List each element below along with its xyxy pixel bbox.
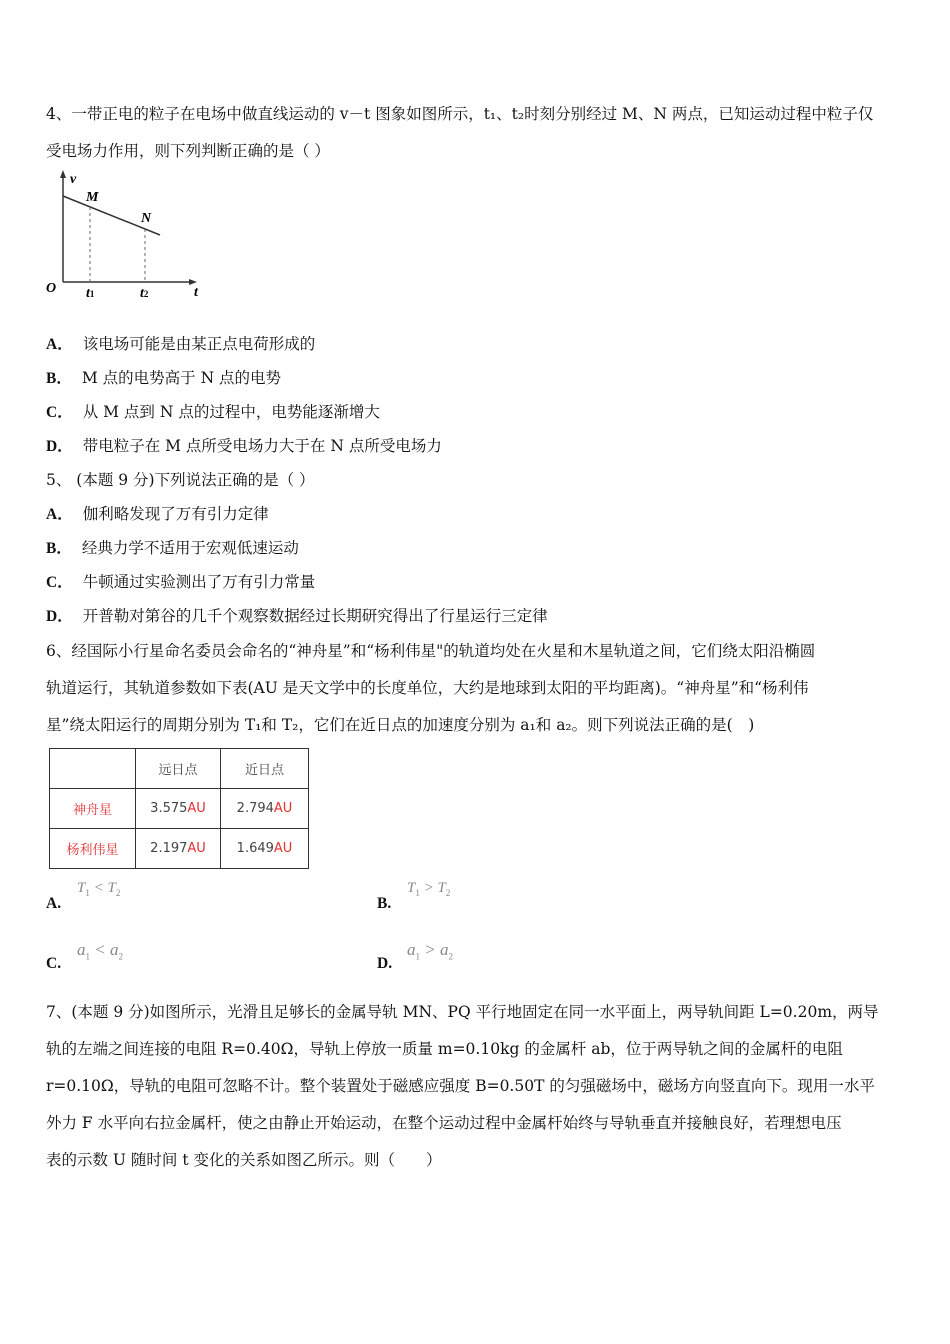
q5-option-c: C． 牛顿通过实验测出了万有引力常量 [46,573,316,591]
n-label: N [141,211,152,226]
q4-line-1: 4、一带正电的粒子在电场中做直线运动的 v－t 图象如图所示，t₁、t₂时刻分别经过 M、N 两点，已知运动过程中粒子仅 [46,105,874,123]
q7-line-2: 轨的左端之间连接的电阻 R=0.40Ω，导轨上停放一质量 m=0.10kg 的金属杆 ab，位于两导轨之间的金属杆的电阻 [46,1040,843,1058]
vt-graph [40,165,220,305]
q6-line-2: 轨道运行，其轨道参数如下表(AU 是天文学中的长度单位，大约是地球到太阳的平均距离)。“神舟星”和“杨利伟 [46,679,809,697]
q6-option-a-formula: $T_1 < T_2$ [77,880,121,898]
q7-line-1: 7、(本题 9 分)如图所示，光滑且足够长的金属导轨 MN、PQ 平行地固定在同一水平面上，两导轨间距 L=0.20m，两导 [46,1003,879,1021]
m-label: M [86,190,99,205]
v-label: v [70,172,77,187]
header-aphelion: 远日点 [136,749,221,789]
q5-option-b: B． 经典力学不适用于宏观低速运动 [46,539,299,557]
t1-label: t1 [86,286,95,301]
q6-option-d-formula: $a_1 > a_2$ [407,940,453,962]
table-row: 神舟星 3.575AU 2.794AU [50,789,309,829]
v-axis-arrow [60,170,66,178]
q6-option-d-key: D. [377,955,393,972]
q4-line-2: 受电场力作用，则下列判断正确的是（ ） [46,142,330,160]
q4-option-c: C． 从 M 点到 N 点的过程中，电势能逐渐增大 [46,403,380,421]
t-label: t [194,285,198,300]
q6-option-b-formula: $T_1 > T_2$ [407,880,451,898]
origin-label: O [46,281,57,296]
q7-line-4: 外力 F 水平向右拉金属杆，使之由静止开始运动，在整个运动过程中金属杆始终与导轨垂直并接触良好，若理想电压 [46,1114,842,1132]
orbit-table [49,748,309,869]
q6-option-a-key: A. [46,895,62,912]
q4-option-b: B． M 点的电势高于 N 点的电势 [46,369,282,387]
q5-option-d: D． 开普勒对第谷的几千个观察数据经过长期研究得出了行星运行三定律 [46,607,548,625]
table-row: 杨利伟星 2.197AU 1.649AU [50,829,309,869]
q5-option-a: A． 伽利略发现了万有引力定律 [46,505,269,523]
header-perihelion: 近日点 [221,749,309,789]
q6-line-3: 星”绕太阳运行的周期分别为 T₁和 T₂，它们在近日点的加速度分别为 a₁和 a₂。则下列说法正确的是( ) [46,716,755,734]
q6-option-b-key: B. [377,895,392,912]
q6-option-c-formula: $a_1 < a_2$ [77,940,123,962]
q6-option-c-key: C. [46,955,62,972]
t2-label: t2 [140,286,149,301]
q6-line-1: 6、经国际小行星命名委员会命名的“神舟星”和“杨利伟星"的轨道均处在火星和木星轨道之间，它们绕太阳沿椭圆 [46,642,816,660]
q7-line-3: r=0.10Ω，导轨的电阻可忽略不计。整个装置处于磁感应强度 B=0.50T 的匀强磁场中，磁场方向竖直向下。现用一水平 [46,1077,875,1095]
table-header-row [50,749,309,789]
q4-option-d: D． 带电粒子在 M 点所受电场力大于在 N 点所受电场力 [46,437,442,455]
q4-option-a: A． 该电场可能是由某正点电荷形成的 [46,335,316,353]
q7-line-5: 表的示数 U 随时间 t 变化的关系如图乙所示。则（ ） [46,1151,442,1169]
q5-line-1: 5、 (本题 9 分)下列说法正确的是（ ） [46,471,315,489]
